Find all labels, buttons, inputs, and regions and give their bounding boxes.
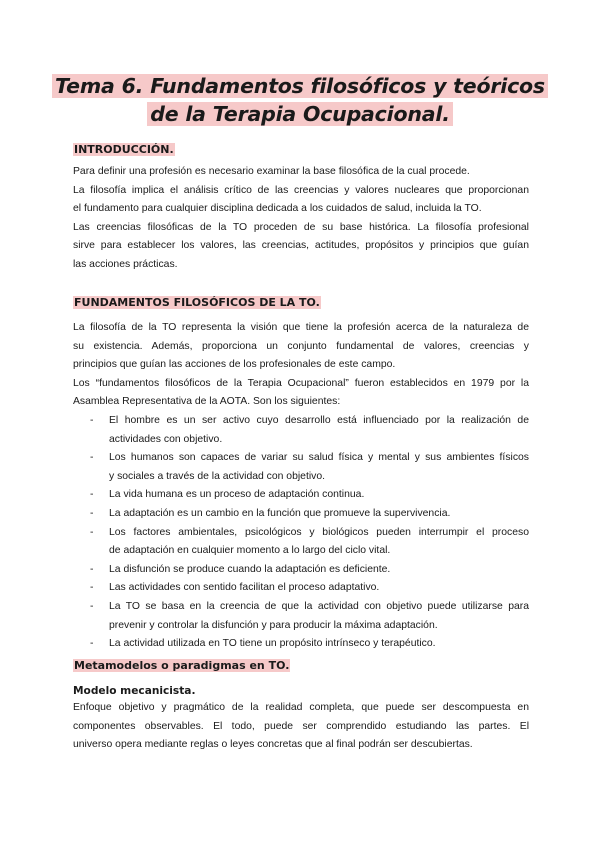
list-item-line: La actividad utilizada en TO tiene un propósito intrínseco y terapéutico. <box>109 638 436 650</box>
dash-bullet: - <box>90 526 94 538</box>
text-line: su existencia. Además, proporciona un conjunto fundamental de valores, creencias y <box>73 340 529 352</box>
dash-bullet: - <box>90 563 94 575</box>
dash-bullet: - <box>90 507 94 519</box>
list-item <box>73 449 529 486</box>
text-line: La filosofía implica el análisis crítico de las creencias y valores nucleares que proporcionan <box>73 184 529 196</box>
text-line: el fundamento para cualquier disciplina dedicada a los cuidados de salud, incluida la TO. <box>73 203 482 215</box>
modelo-mecanicista-subheading: Modelo mecanicista. <box>73 685 196 697</box>
text-line: sirve para establecer los valores, las creencias, actitudes, propósitos y principios que guían <box>73 240 529 252</box>
text-line: Asamblea Representativa de la AOTA. Son los siguientes: <box>73 396 341 408</box>
list-item <box>73 524 529 561</box>
list-item-line: de adaptación en cualquier momento a lo largo del ciclo vital. <box>109 545 391 557</box>
list-item <box>73 579 529 598</box>
dash-bullet: - <box>90 582 94 594</box>
fundamentos-list <box>73 412 529 654</box>
metamodelos-heading: Metamodelos o paradigmas en TO. <box>74 659 290 672</box>
list-item <box>73 598 529 635</box>
text-line: La filosofía de la TO representa la visión que tiene la profesión acerca de la naturaleza de <box>73 322 529 333</box>
text-line: Para definir una profesión es necesario examinar la base filosófica de la cual procede. <box>73 166 470 177</box>
list-item-line: La adaptación es un cambio en la función que promueve la supervivencia. <box>109 507 451 519</box>
dash-bullet: - <box>90 638 94 650</box>
list-item <box>73 505 529 524</box>
document-title <box>0 72 600 128</box>
text-line: las acciones prácticas. <box>73 258 178 270</box>
list-item-line: actividades con objetivo. <box>109 433 223 445</box>
list-item-line: La vida humana es un proceso de adaptación continua. <box>109 489 365 501</box>
list-item-line: La disfunción se produce cuando la adaptación es deficiente. <box>109 563 391 575</box>
text-line: Los “fundamentos filosóficos de la Terapia Ocupacional” fueron establecidos en 1979 por la <box>73 377 529 389</box>
text-line: Enfoque objetivo y pragmático de la realidad completa, que puede ser descompuesta en <box>73 702 529 713</box>
fundamentos-heading: FUNDAMENTOS FILOSÓFICOS DE LA TO. <box>74 296 320 309</box>
title-line-2: de la Terapia Ocupacional. <box>147 102 453 126</box>
list-item-line: La TO se basa en la creencia de que la actividad con objetivo puede utilizarse para <box>109 600 529 612</box>
list-item <box>73 561 529 580</box>
title-line-1: Tema 6. Fundamentos filosóficos y teóricos <box>52 74 548 98</box>
list-item <box>73 412 529 449</box>
intro-heading: INTRODUCCIÓN. <box>74 143 174 156</box>
list-item-line: prevenir y controlar la disfunción y para producir la máxima adaptación. <box>109 619 438 631</box>
list-item-line: Los humanos son capaces de variar su salud física y mental y sus ambientes físicos <box>109 452 529 464</box>
list-item <box>73 635 529 654</box>
text-line: componentes observables. El todo, puede ser comprendido estudiando las partes. El <box>73 720 529 732</box>
fundamentos-paragraph <box>73 319 529 412</box>
dash-bullet: - <box>90 415 94 426</box>
text-line: universo opera mediante reglas o leyes concretas que al final podrán ser descubiertas. <box>73 739 473 751</box>
text-line: principios que guían las acciones de los profesionales de este campo. <box>73 359 396 371</box>
dash-bullet: - <box>90 489 94 501</box>
intro-paragraph <box>73 163 529 275</box>
list-item-line: y sociales a través de la actividad con objetivo. <box>109 470 326 482</box>
text-line: Las creencias filosóficas de la TO proceden de su base histórica. La filosofía profesional <box>73 221 529 233</box>
dash-bullet: - <box>90 452 94 464</box>
list-item-line: El hombre es un ser activo cuyo desarrollo está influenciado por la realización de <box>109 415 529 426</box>
dash-bullet: - <box>90 600 94 612</box>
metamodelos-paragraph <box>73 699 529 755</box>
list-item-line: Los factores ambientales, psicológicos y biológicos pueden interrumpir el proceso <box>109 526 529 538</box>
list-item <box>73 486 529 505</box>
list-item-line: Las actividades con sentido facilitan el proceso adaptativo. <box>109 582 380 594</box>
